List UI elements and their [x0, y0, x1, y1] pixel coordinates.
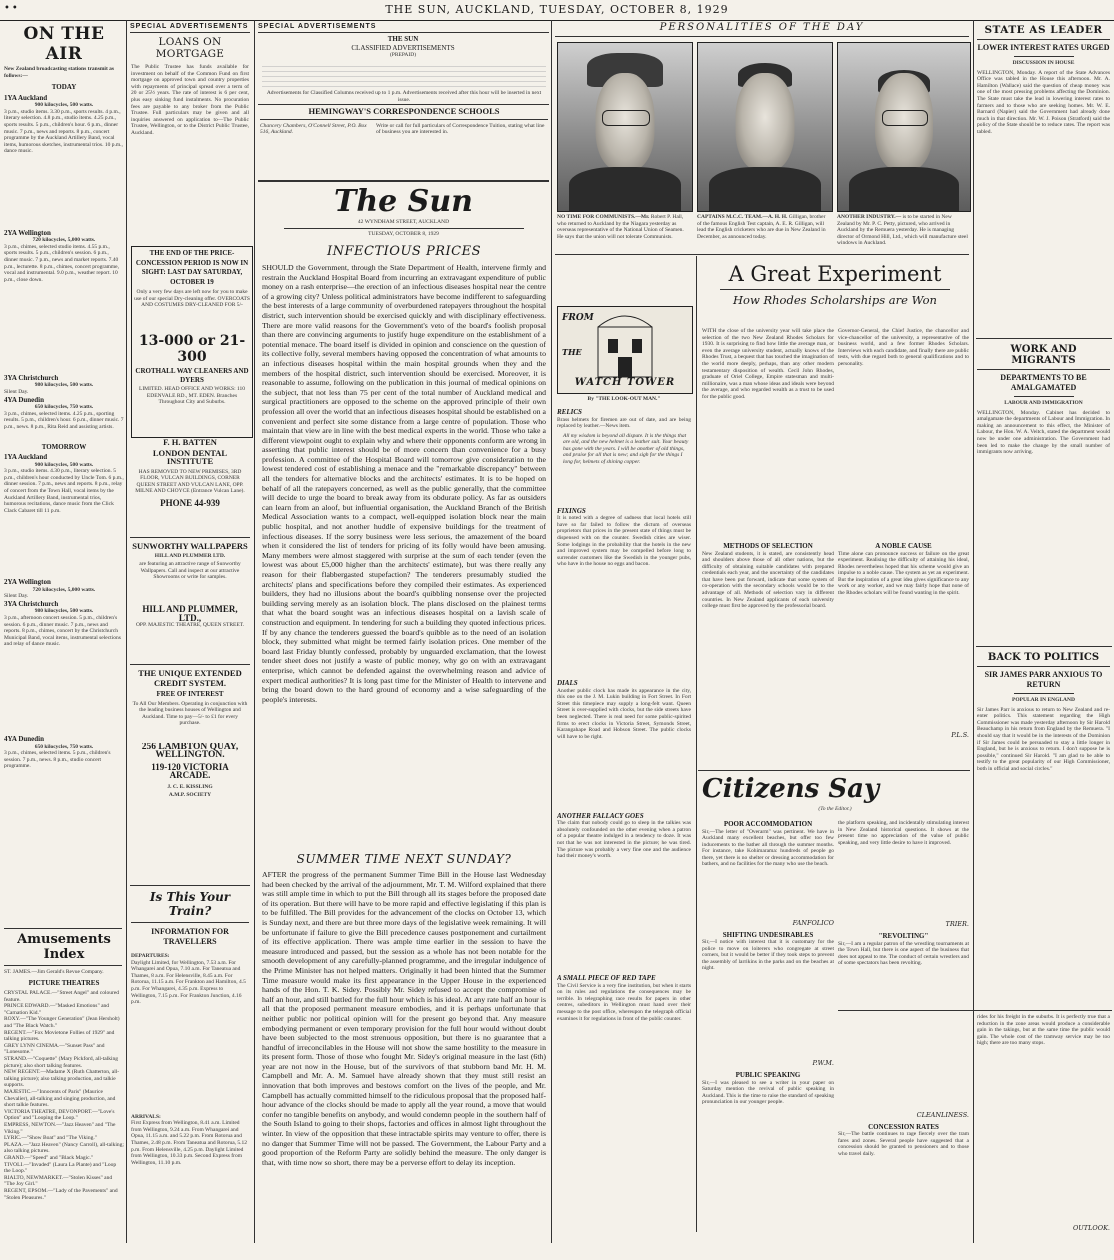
cleaners-name: CROTHALL WAY CLEANERS AND DYERS: [135, 367, 249, 384]
station-freq: 980 kilocycles, 500 watts.: [34, 382, 94, 389]
station-body: 3 p.m., afternoon concert session. 5 p.m., children's session. 6 p.m., dinner music. 7 p.m., news and reports. 8 p.m., chimes, concert by the Christchurch Municipal Band, vocal items, instrumental selections and relay of dance music.: [4, 615, 121, 648]
credit-ad: [131, 668, 249, 799]
fixings-title: FIXINGS: [557, 506, 586, 515]
divider: [720, 289, 950, 290]
list-item: CRYSTAL PALACE.—"Street Angel" and coloured feature.: [4, 990, 120, 1003]
dials-title: DIALS: [557, 679, 578, 688]
poor-title: POOR ACCOMMODATION: [723, 820, 813, 828]
sun-title: The Sun: [334, 184, 473, 219]
caption-body: Gilligan, brother of the famous English Test captain, A. E. R. Gilligan, will lead the English cricketers who are due in New Zealand in December, as announced today.: [697, 214, 826, 240]
revolting-body: Sir,—I am a regular patron of the wrestling tournaments at the Town Hall, but there is one aspect of the business that does not appeal to me. The conduct of certain wrestlers and of some spectators has been revolting.: [838, 940, 969, 967]
experiment-title: A Great Experiment: [728, 262, 942, 286]
classified-title: THE SUN: [387, 35, 419, 43]
letter-signature: OUTLOOK.: [1072, 1224, 1110, 1232]
classified-rates-table: [262, 66, 546, 88]
list-item: RIALTO, NEWMARKET.—"Stolen Kisses" and "The Joy Girl.": [4, 1174, 113, 1188]
caption-lead: NO TIME FOR COMMUNISTS.—Mr.: [557, 214, 650, 220]
divider: [838, 1010, 1112, 1011]
credit-sub: FREE OF INTEREST: [156, 690, 224, 698]
letter-signature: P.W.M.: [812, 1059, 834, 1067]
station-freq: 720 kilocycles, 5,000 watts.: [32, 237, 96, 244]
noble-title: A NOBLE CAUSE: [875, 542, 932, 550]
editorial-summer-time: [262, 852, 546, 1250]
victoria-arcade: 119-120 VICTORIA ARCADE.: [151, 762, 229, 780]
batten-phone: PHONE 44-939: [160, 498, 220, 508]
another-body: The claim that nobody could go to sleep in the talkies was absolutely confounded on the other evening when a patron of a popular theatre indulged in a tendency to doze. It was not that he was not interested in the picture; he was tired. The picture was probably a very fine one and the audience had their money's worth.: [557, 820, 691, 860]
experiment-body-a: WITH the close of the university year will take place the selection of the two New Zealand Rhodes Scholars for 1930. It is surprising to find how little the average man, or even the average university student, actually knows of the Rhodes Trust, a bequest that has touched the imagination of the world more deeply, perhaps, than any other modern testamentary disposition of wealth. Cecil John Rhodes, graduate of Oriel College, Empire statesman and multi-millionaire, was a man whose ideas and ideals were beyond the average, and who regarded wealth as a trust to be used for the public good.: [702, 328, 834, 400]
divider: [555, 36, 969, 37]
arrivals-body: First Express from Wellington, 8.41 a.m. Limited from Wellington, 9.24 a.m. From Whangarei and Opua, 11.15 a.m. and 5.22 p.m. From Rotorua and Thames, 2.48 p.m. From Taneatua and Rotorua, 5.12 p.m. From Helensville, 4.25 p.m. Daylight Limited from Wellington, 10.33 p.m. Second Express from Wellington, 11.10 p.m.: [131, 1120, 248, 1166]
departures-label: DEPARTURES:: [131, 953, 170, 959]
relics-verse: All my wisdom is beyond all dispute. It is the things that are old, and the new helmet is a leather suit. Your beauty has gone with the years. I will be another of old things, and praise for all that is new; and sigh for the things I long for, helmets of shining copper.: [563, 432, 689, 466]
list-item: PLAZA.—"Jazz Heaven" (Nancy Carroll), all-talking; also talking pictures.: [4, 1141, 124, 1155]
back-to-politics-article: [977, 652, 1110, 957]
citizens-title: Citizens Say: [702, 774, 880, 804]
concession-body: Only a very few days are left now for you to make use of our special Dry-cleaning offer. OVERCOATS AND COSTUMES DRY-CLEANED FOR 5/-: [134, 289, 250, 309]
sunworthy-ad: [131, 542, 249, 629]
station-freq: 720 kilocycles, 5,000 watts.: [32, 586, 96, 593]
state-title: STATE AS LEADER: [984, 24, 1103, 36]
station-freq: 900 kilocycles, 500 watts.: [34, 102, 94, 109]
citizens-subtitle: (To the Editor.): [818, 806, 852, 812]
hemingway-body: Write or call for full particulars of Correspondence Tuition, stating what line of business you are interested in.: [376, 122, 545, 136]
divider: [555, 254, 969, 255]
divider: [976, 338, 1112, 339]
poor-body: Sir,—The letter of "Overarm" was pertinent. We have in Auckland many excellent beaches, but offer too few inducements to the bather all through the summer months. For instance, take Kohimarama: hundreds of people go there, yet there is no shelter or dressing accommodation for bathers, and no facilities for the many who use the beach.: [702, 828, 834, 868]
politics-sub: SIR JAMES PARR ANXIOUS TO RETURN: [984, 670, 1103, 689]
state-sub2: DISCUSSION IN HOUSE: [1012, 60, 1075, 66]
loans-title: LOANS ON MORTGAGE: [155, 36, 225, 60]
state-body: WELLINGTON, Monday. A report of the State Advances Office was tabled in the House this afternoon. Mr. A. Hamilton (Wallace) said the question of cheap money was one of the most pressing problems affecting the Dominion. The State must take the lead in lowering interest rates to farmers and to those who are seeking homes. Mr. W. E. Barnard (Napier) said the Government had already done much in that direction. Mr. W. J. Poison (Stratford) said the policy of the State should be to reduce rates. The report was tabled.: [977, 69, 1110, 135]
train-title: Is This Your Train?: [149, 890, 231, 918]
station-name: 3YA Christchurch: [4, 599, 59, 608]
station-name: 1YA Auckland: [4, 93, 48, 102]
today-label: TODAY: [51, 83, 77, 92]
list-item: GREY LYNN CINEMA.—"Sunset Pass" and "Lonesome.": [4, 1042, 105, 1056]
divider: [977, 666, 1110, 667]
shifting-body: Sir,—I notice with interest that it is customary for the police to move on loiterers who congregate at street corners, but it would be better if they took steps to prevent the assembly of larrikins in the parks and on the beaches at night.: [702, 939, 834, 972]
station-block: [4, 229, 124, 374]
batten-title: LONDON DENTAL INSTITUTE: [152, 448, 228, 466]
citizens-col-a: [702, 820, 834, 1200]
list-item: MAJESTIC.—"Innocents of Paris" (Maurice Chevalier), all-talking and singing production, and short talkie features.: [4, 1089, 116, 1109]
experiment-body-b: Governor-General, the Chief Justice, the chancellor and vice-chancellor of the university, a representative of the business world, and a few former Rhodes Scholars. Interviews with each candidate, and finally there are public tests, with due regard both to general qualifications and to personality.: [838, 328, 969, 367]
public-title: PUBLIC SPEAKING: [735, 1071, 801, 1079]
kissling: J. C. E. KISSLING: [167, 783, 213, 790]
station-block: [4, 578, 124, 600]
revolting-title: "REVOLTING": [878, 932, 929, 940]
work-migrants-article: [977, 344, 1110, 620]
amusements-index: [4, 932, 124, 1240]
watch-tower-heading: [557, 306, 693, 394]
station-name: 4YA Dunedin: [4, 735, 45, 744]
divider: [131, 922, 249, 923]
hp-address: OPP. MAJESTIC THEATRE, QUEEN STREET.: [135, 622, 245, 629]
masthead-title: THE SUN, AUCKLAND, TUESDAY, OCTOBER 8, 1929: [385, 3, 729, 16]
station-name: 1YA Auckland: [4, 453, 48, 462]
noble-body: Time alone can pronounce success or failure on the great experiment. Realising the difficulty of attaining his ideal, Rhodes nevertheless hoped that his scheme would give an impulse to a noble cause. The system as yet an experiment. But the inspiration of a great idea gives significance to any work or any worker, and we may fairly hope that none of the Rhodes scholars will be found wanting in the spirit.: [838, 550, 969, 597]
divider: [258, 104, 549, 105]
divider: [130, 885, 250, 886]
station-body: Silent Day.: [4, 593, 29, 600]
departures-body: Daylight Limited, for Wellington, 7.53 a.m. For Whangarei and Opua, 7.10 a.m. For Taneatua and Thames, 8 a.m. For Helensville, 8.45 a.m. For Rotorua, 11.15 a.m. For Frankton and Hamilton, 4.5 p.m. For Whangarei, 4.35 p.m. Express to Wellington, 7.15 p.m. For Frankton Junction, 4.16 p.m.: [131, 959, 246, 1006]
classified-header: [258, 35, 548, 59]
work-title: WORK AND MIGRANTS: [1010, 344, 1077, 366]
photo-caption: [697, 214, 831, 250]
hemingway-ad: [260, 107, 548, 136]
station-freq: 900 kilocycles, 500 watts.: [34, 461, 94, 468]
station-block: [4, 453, 124, 578]
column-rule: [254, 20, 255, 1243]
state-sub: LOWER INTEREST RATES URGED: [977, 43, 1110, 52]
page-mark: ••: [4, 3, 20, 14]
list-item: GRAND.—"Speed" and "Black Magic.": [4, 1154, 94, 1161]
divider: [1014, 693, 1074, 694]
station-body: 3 p.m., chimes, selected items. 4.25 p.m., sporting results. 5 p.m., children's hour. 6 p.m., dinner music. 7 p.m., news. 8 p.m., Rita Reid and assisting artists.: [4, 410, 124, 430]
editorial-body: SHOULD the Government, through the State Department of Health, intervene firmly and restrain the Auckland Hospital Board from incurring an extravagant expenditure of public money on a rash enterprise—the erection of an infectious diseases hospital near the centre of a growing city? Unless political administrators have become indifferent to safeguarding the best interests of a large community of overburdened ratepayers throughout the hospital district, such intervention should be exercised quickly and with disciplinary effectiveness. There are more valid reasons for the Government's veto of the board's foolish proposal than there are convincing arguments to justify huge expenditure on the establishment of a potential menace. The board itself is divided in opinion and conscience on the question of its collective folly, several members having opposed the concentration of what amounts to an infectious diseases hospital within the main hospital grounds when they and the members of the hospital district, such intervention should be exercised. Moreover, it is reasonable to assume, following on the publication in this journal of medical opinions on the subject, that not less than 75 per cent of the total number of Auckland medical and surgical practitioners are opposed to the scheme on the approved principle of their own profession all over the world that an infectious diseases hospital should be established on a convenient and perfect site some distance from a large centre of population. Those who maintain that view are in line with the best medical experts in the world. Those who take a different viewpoint ought to explain why and where their opponents conform are wrong in asserting that public interest should be of more concern than convenience for a busy profession. A committee of the Hospital Board will tomorrow give consideration to the lowest tendered cost of establishing a menace and the "remarkable discrepancy" between all the tenders for alternative blocks and the architects' estimates. It is to be hoped on behalf of all the ratepayers concerned, as well as the public generally, that the committee will decide to urge the board to break away from its obdurate policy. As far as outsiders can learn from an aloof, but influential organisation, the Auckland Branch of the British Medical Association wants to a compact, well-equipped isolation block near the main public hospital, and not another huddle of expensive buildings for the treatment of infectious diseases. If the sorry business were less serious, the amazement of the board when it considered the list of tenders for pricing of its folly would have been amusing. Many members were almost staggered with surprise at the sum of each tender (even the lowest was about £5,000 higher than the architects' estimate), but was there really any reason for their flabbergasted stupefaction? The tenderers presumably studied the architects' plans and specifications before they compiled their estimates. As experienced builders, they had no illusions about the board's quibbling nonsense over the projected building serving merely as an isolation block. The plans disclosed on the plainest terms that what the board sought was an infectious diseases hospital on a lavish scale of construction and equipment. In tendering for such a building they quoted infectious prices. If by any chance the tenderers guessed the board's quibble as to the need of an isolation block, they submitted what might be termed fairly isolation prices. One member of the board last Friday bluntly confessed, probably by unguarded exclamation, that the lowest tender sheet does not justify a waste of public money, why go on with an extravagant enterprise, which cannot be defended against the overwhelming reason and advice of expert medical authorities? It is long past time for the Minister of Health to intervene and bring the board down to the hard ground of economy and a wise safeguarding of the people's interests.: [262, 263, 546, 704]
politics-sub2: POPULAR IN ENGLAND: [1012, 697, 1075, 703]
work-body: WELLINGTON, Monday. Cabinet has decided to amalgamate the departments of Labour and Immigration. In making an announcement to this effect, the Minister of Labour, the Hon. W. A. Veitch, stated the department would now be under one administration. The Government had been led to make the change by the small number of immigrants now arriving.: [977, 409, 1110, 456]
batten-body: HAS REMOVED TO NEW PREMISES, 3RD FLOOR, VULCAN BUILDINGS, CORNER QUEEN STREET AND VULCAN LANE, OPP. MILNE AND CHOYCE (Entrance Vulcan Lane).: [135, 468, 245, 495]
letter-signature: TRIER.: [945, 920, 969, 928]
politics-title: BACK TO POLITICS: [987, 652, 1100, 663]
politics-body: Sir James Parr is anxious to return to New Zealand and re-enter politics. This statement regarding the High Commissioner was made yesterday afternoon by Sir Harold Beauchamp in his return from England by the Remuera. "I should say that it would be in the interests of the Dominion if Sir James could be persuaded to stay a little longer in England, but he is anxious to return. I don't suppose he is possible," continued Sir Harold. "I am glad to be able to testify to the great popularity of our High Commissioner, both in official and social circles.": [977, 706, 1110, 772]
station-block: [4, 396, 124, 439]
loans-ad: [131, 36, 249, 214]
hemingway-address: Chancery Chambers, O'Connell Street, P.O. Box 516, Auckland.: [260, 122, 367, 136]
sun-address: 42 WYNDHAM STREET, AUCKLAND: [357, 219, 450, 225]
tower-heading-title: WATCH TOWER: [574, 377, 676, 388]
portrait-photo: [557, 42, 693, 212]
credit-body: To All Our Members. Operating in conjunction with the leading business houses of Wellington and Auckland. Time to pay—5/- to £1 for every purchase.: [132, 700, 248, 727]
divider: [4, 965, 122, 966]
list-item: NEW REGENT.—Madame X (Ruth Chatterton, all-talking picture); also talking production, and talkie supports.: [4, 1069, 120, 1089]
picture-theatres-label: PICTURE THEATRES: [28, 978, 100, 987]
divider: [1014, 56, 1074, 57]
station-block: [4, 374, 124, 396]
masthead: [0, 0, 1114, 21]
tower-heading-the: THE: [562, 347, 582, 357]
hp-title: HILL AND PLUMMER, LTD.,: [142, 605, 238, 623]
platform-body: the platform speaking, and incidentally stimulating interest in New Zealand historical questions. It shows at the present time no appreciation of the value of public speaking, and very little desire to have it improved.: [838, 820, 969, 846]
photo-caption: [837, 214, 969, 250]
station-name: 4YA Dunedin: [4, 395, 45, 404]
methods-body: New Zealand students, it is stated, are consistently head and shoulders above those of all other nations, but the difficulty of obtaining suitable candidates with prepared credentials each year, and the uncertainty of the candidates that have been put forward, indicate that some system of co-operation with the secondary schools would be to the advantage of all. Methods of selection vary in different countries. In New Zealand applicants of each university college must first be approved by the professorial board.: [702, 550, 834, 610]
list-item: STRAND.—"Coquette" (Mary Pickford, all-talking picture); also short talking features.: [4, 1056, 119, 1069]
credit-address: 256 LAMBTON QUAY, WELLINGTON.: [141, 742, 239, 760]
train-section: [131, 890, 249, 1260]
station-body: Silent Day.: [4, 388, 29, 395]
fixings-body: It is noted with a degree of sadness that local hotels still have so far failed to follow the dictum of overseas proprietors that prices in the present state of things must be dispensed with on the counter. Swedish cities are wiser. Some lodgings in the probability that the hotels in the new and improved system may be compelled before long to surrender customers like the Swedish in the younger pubs, who have in the house no eggs and bacon.: [557, 515, 691, 568]
column-rule: [551, 20, 552, 1243]
portrait-photo: [837, 42, 971, 212]
info-title: INFORMATION FOR TRAVELLERS: [151, 927, 229, 946]
experiment-col-a: [702, 328, 834, 741]
editorial-infectious: [262, 244, 546, 855]
station-freq: 980 kilocycles, 500 watts.: [34, 608, 94, 615]
public-body: Sir,—I was pleased to see a writer in your paper on Saturday mention the revival of public speaking in Auckland. This is the time to raise the standard of speaking pronunciation in our younger people.: [702, 1079, 834, 1106]
caption-body: is to be started in New Zealand by Mr. P. C. Petty, pictured, who arrived in Auckland by the Remuera yesterday. He is managing director of Ormond Hill, Ltd., which will manufacture steel windows in Auckland.: [837, 214, 968, 247]
work-sub2: LABOUR AND IMMIGRATION: [1004, 400, 1083, 406]
divider: [130, 664, 250, 665]
crothall-ad: [131, 246, 253, 438]
sunworthy-sub: HILL AND PLUMMER LTD.: [154, 552, 226, 559]
list-item: LYRIC.—"Show Boat" and "The Viking.": [4, 1135, 97, 1142]
sunworthy-body: are featuring an attractive range of Sunworthy Wallpapers. Call and inspect at our attractive Showrooms or write for samples.: [139, 561, 241, 581]
concession-title: THE END OF THE PRICE-CONCESSION PERIOD IS NOW IN SIGHT: LAST DAY SATURDAY, OCTOBER 19: [135, 249, 249, 286]
theatre-list: [4, 990, 124, 1240]
experiment-subtitle: How Rhodes Scholarships are Won: [733, 293, 937, 307]
loans-body: The Public Trustee has funds available for investment on behalf of the Common Fund on first mortgage on approved town and country properties with repayments of principal spread over a term of 20 or 25½ years. The rate of interest is 6 per cent, plus easy sinking fund instalments. No procuration fees are payable to any broker from the Public Trustee. Full particulars may be given and all inquiries answered on application to—The Public Trustee, Wellington, or to the District Public Trustee, Auckland.: [131, 64, 249, 136]
dials-body: Another public clock has made its appearance in the city, this one on the J. M. Lukin building in Fort Street. In Fort Street this timepiece may supply a long-felt want. Queen Street is over-supplied with clocks, but the side streets have been neglected. There is real need for some public-spirited firms to erect clocks in Victoria Street, Symonds Street, Karangahape Road and Hobson Street. The public clocks will have to be right.: [557, 687, 691, 740]
red-tape-body: The Civil Service is a very fine institution, but when it starts on its rules and regulations the consequences may be terrible. In telegraphing race results for papers in other centres, subeditors in Wellington must hand over their message to the post office, whereupon the telegraph official examines it for regulations in front of the public counter.: [557, 982, 691, 1022]
on-the-air-intro: New Zealand broadcasting stations transmit as follows:—: [4, 66, 115, 79]
sunworthy-title: SUNWORTHY WALLPAPERS: [132, 542, 248, 551]
special-ads-label: SPECIAL ADVERTISEMENTS: [130, 23, 249, 30]
sun-nameplate: [258, 186, 549, 237]
methods-title: METHODS OF SELECTION: [723, 542, 813, 550]
experiment-header: [700, 262, 970, 307]
arrivals-label: ARRIVALS:: [131, 1113, 161, 1120]
editorial-title: INFECTIOUS PRICES: [327, 244, 481, 259]
editorial-title: SUMMER TIME NEXT SUNDAY?: [296, 852, 512, 866]
list-item: TIVOLI.—"Invaded" (Laura La Plante) and "Loop the Loop.": [4, 1161, 117, 1175]
watch-tower-column: [557, 408, 691, 1173]
divider: [1014, 396, 1074, 397]
citizens-header: [702, 774, 968, 813]
sun-date: TUESDAY, OCTOBER 8, 1929: [368, 230, 439, 237]
concession-rates-body: Sir,—The battle continues to rage fiercely over the tram fares and zones. Several people have suggested that a concession should be granted to pensioners and to those who travel daily.: [838, 1131, 969, 1157]
divider: [698, 770, 970, 771]
tomorrow-label: TOMORROW: [41, 442, 87, 451]
caption-body: Robert P. Hall, who returned to Auckland by the Niagara yesterday as overseas representative of the National Union of Seamen. He says that the union will not tolerate Communists.: [557, 214, 684, 240]
station-body: 3 p.m., chimes, selected items. 5 p.m., children's session. 7 p.m., news. 8 p.m., studio concert programme.: [4, 750, 111, 770]
state-leader-article: [977, 24, 1110, 295]
relics-title: RELICS: [557, 408, 582, 416]
another-title: ANOTHER FALLACY GOES: [557, 811, 644, 820]
credit-title: THE UNIQUE EXTENDED CREDIT SYSTEM.: [138, 668, 242, 688]
caption-lead: CAPTAINS M.C.C. TEAM.—A. H. H.: [697, 214, 788, 220]
red-tape-title: A SMALL PIECE OF RED TAPE: [557, 974, 656, 983]
divider: [976, 646, 1112, 647]
editorial-body: AFTER the progress of the permanent Summer Time Bill in the House last Wednesday had been checked by the arrival of the adjournment, Mr. T. M. Wilford explained that there was still ample time in which to put the Bill through all its stages before the proposed date of its operation. But there will have to be more rapid and effective legislating if this plan is to be fulfilled. The Bill provides for the advancement of the clocks on October 13, which is Sunday next, and there are but three more days of the legislative week remaining. It will be unfortunate if failure to give the Bill precedence causes postponement and curtailment of its effective application. There was ample time earlier in the session to have the measure introduced and passed, but the session as a whole has not been notable for the smooth development of any carefully-planned programme, and the irregular indulgence of the Prime Minister has not helped matters. Originally it had been hinted that the Summer Time measure would make its first appearance in the Upper House in the experienced hands of the Hon. T. K. Sidey. Possibly Mr. Sidey refused to accept the compromise of half an hour, and still battled for the full hour which is his ideal. At any rate half an hour is all that the proposed permanent measure embodies, and it is perhaps unfortunate that neither public nor political opinion will for the present go beyond that. Any measure embodying permanent or even temporary provision for the full hour would without doubt have been subjected to the most strenuous opposition, but there is no guarantee that a handful of irreconcilables in the House will not show the same hostility to the measure in its present form. Those of those who fought Mr. Sidey's original measure in the last (6th) year are not now in the House, but of the survivors of that stubborn band Mr. H. M. Campbell and Mr. A. M. Samuel have already shown that they must still resist an innovation that both improves and bestows comfort on the lives of the people, and Mr. Campbell has actually committed himself to the ridiculous proposal that the proposed half-hour advance of the clocks should be made to apply all the year round, a move that would confer no tangible benefits on anybody, and would condemn people in the southern half of the South Island to going to their shops, factories and offices in almost light throughout the winter. In view of the opposition that these intractable spirits may venture to offer, there is no danger that Summer Time will not be passed. The Government, the Labour Party and a good proportion of the Reform Party are solidly behind the measure. The only danger is that, with time now so short, there may be a perverse effort to delay its inception.: [262, 870, 546, 1167]
outlook-body: rides for his freight in the suburbs. It is perfectly true that a reduction in the zone areas would produce a considerable gain in the takings, but at the same time the public would gain. The whole cost of the tramway service may be too high; there are too many stops.: [977, 1014, 1110, 1047]
divider: [977, 369, 1110, 370]
classified-sub: CLASSIFIED ADVERTISEMENTS: [351, 43, 455, 52]
phone-numbers: 13-000 or 21-300: [138, 333, 246, 365]
amusements-intro: ST. JAMES.—Jim Gerald's Revue Company.: [4, 969, 104, 975]
column-rule: [126, 20, 127, 1243]
letter-signature: FANFOLICO: [792, 918, 834, 927]
column-rule: [696, 256, 697, 1232]
tower-heading-from: FROM: [562, 313, 594, 323]
on-the-air-section: [4, 24, 124, 778]
shifting-title: SHIFTING UNDESIRABLES: [722, 930, 814, 939]
station-block: [4, 600, 124, 735]
caption-lead: ANOTHER INDUSTRY.—: [837, 214, 902, 220]
column-rule: [973, 20, 974, 1243]
station-block: [4, 735, 124, 778]
station-body: 3 p.m., studio items. 3.30 p.m., sports results. 4 p.m., literary selection. 4.8 p.m., studio items. 4.25 p.m., sports results. 5 p.m., children's hour. 6 p.m., dinner music. 7 p.m., news and reports. 8 p.m., concert programme by the Auckland Artillery Band, vocal items, humorous sketches, instrumental trios. 10 p.m., dance music.: [4, 108, 123, 155]
divider: [130, 537, 250, 538]
amusements-title: Amusements Index: [17, 932, 111, 962]
relics-body: Brass helmets for firemen are out of date, and are being replaced by leather.—News item.: [557, 416, 691, 430]
list-item: PRINCE EDWARD.—"Masked Emotions" and "Carnation Kid.": [4, 1003, 110, 1016]
classified-sub2: (PREPAID): [389, 52, 417, 58]
experiment-signature: P.L.S.: [951, 730, 969, 739]
divider: [284, 228, 524, 229]
special-ads-label: SPECIAL ADVERTISEMENTS: [258, 23, 377, 30]
list-item: REGENT, EPSOM.—"Lady of the Pavements" and "Stolen Pleasures.": [4, 1187, 118, 1201]
outlook-letter: [977, 1014, 1110, 1232]
divider: [4, 928, 122, 929]
divider: [260, 119, 548, 120]
experiment-col-b: [838, 328, 969, 739]
on-the-air-heading: ON THE AIR: [23, 24, 105, 64]
work-sub: DEPARTMENTS TO BE AMALGAMATED: [1000, 373, 1087, 392]
cleaners-body: LIMITED. HEAD OFFICE AND WORKS: 110 EDENVALE RD., MT. EDEN. Branches Throughout City and Suburbs.: [138, 386, 246, 406]
list-item: EMPRESS, NEWTON.—"Jazz Heaven" and "The Viking.": [4, 1121, 116, 1135]
station-block: [4, 94, 124, 229]
tower-byline: By "THE LOOK-OUT MAN.": [587, 396, 661, 402]
batten-ad: [131, 438, 249, 507]
divider: [130, 32, 250, 33]
classified-note: Advertisements for Classified Columns received up to 1 p.m. Advertisements received after this hour will be inserted in next issue.: [266, 90, 542, 103]
list-item: REGENT.—"Fox Movietone Follies of 1929" and talking pictures.: [4, 1029, 115, 1043]
station-freq: 650 kilocycles, 750 watts.: [34, 404, 94, 411]
divider: [258, 180, 549, 182]
list-item: VICTORIA THEATRE, DEVONPORT.—"Love's Option" and "Looping the Loop.": [4, 1108, 115, 1122]
list-item: ROXY.—"The Younger Generation" (Jean Hersholt) and "The Black Watch.": [4, 1016, 120, 1030]
letter-signature: CLEANLINESS.: [916, 1110, 969, 1119]
hemingway-title: HEMINGWAY'S CORRESPONDENCE SCHOOLS: [308, 107, 500, 116]
divider: [258, 32, 549, 33]
station-body: 3 p.m., chimes, selected studio items. 4.55 p.m., sports results. 5 p.m., children's session. 6 p.m., dinner music. 7 p.m., news and market reports. 7.40 p.m., lecturette. 8 p.m., chimes, concert programme, vocal and instrumental. 9.0 p.m., weather report. 10 p.m., close down.: [4, 243, 120, 283]
personalities-title: PERSONALITIES OF THE DAY: [659, 22, 865, 33]
station-name: 2YA Wellington: [4, 228, 51, 237]
station-freq: 650 kilocycles, 750 watts.: [34, 743, 94, 750]
amp-society: A.M.P. SOCIETY: [168, 792, 212, 799]
portrait-photo: [697, 42, 833, 212]
divider: [977, 39, 1110, 40]
batten-name: F. H. BATTEN: [163, 438, 217, 447]
station-name: 2YA Wellington: [4, 578, 51, 587]
station-name: 3YA Christchurch: [4, 373, 59, 382]
concession-rates-title: CONCESSION RATES: [868, 1122, 939, 1131]
photo-caption: [557, 214, 691, 250]
station-body: 3 p.m., studio items. 4.30 p.m., literary selection. 5 p.m., children's hour conducted by Uncle Tom. 6 p.m., dinner session. 7 p.m., news and reports. 8 p.m., relay of concert from the Town Hall, vocal items by the Auckland Artillery Band, instrumental trios, humorous recitations, dance music from the Click Clack Cabaret till 11 p.m.: [4, 468, 124, 514]
